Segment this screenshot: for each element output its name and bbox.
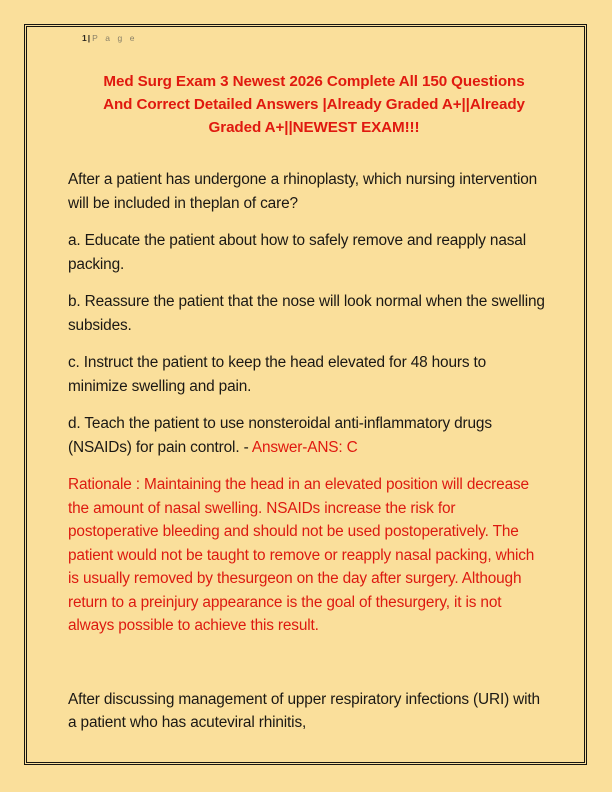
option-d <box>68 412 546 459</box>
paragraph-spacer <box>68 652 546 688</box>
option-a: a. Educate the patient about how to safely remove and reapply nasal packing. <box>68 232 526 273</box>
document-body <box>68 168 546 735</box>
next-question-text: After discussing management of upper respiratory infections (URI) with a patient who has acuteviral rhinitis, <box>68 690 540 731</box>
page-header-separator: | <box>87 33 91 43</box>
question-text: After a patient has undergone a rhinoplasty, which nursing intervention will be included in theplan of care? <box>68 171 538 212</box>
page-header-label: P a g e <box>92 33 138 43</box>
page-header <box>82 32 560 44</box>
answer-badge: Answer-ANS: C <box>251 438 358 456</box>
document-title: Med Surg Exam 3 Newest 2026 Complete All 150 Questions And Correct Detailed Answers |Already Graded A+||Already Graded A+||NEWEST EXAM!!! <box>103 73 525 136</box>
option-d-text: d. Teach the patient to use nonsteroidal anti-inflammatory drugs (NSAIDs) for pain control. - <box>68 415 492 456</box>
rationale-text: Rationale : Maintaining the head in an elevated position will decrease the amount of nasal swelling. NSAIDs increase the risk for postoperative bleeding and should not be used postoperatively. The patient would not be taught to remove or reapply nasal packing, which is usually removed by thesurgeon on the day after surgery. Although return to a preinjury appearance is the goal of thesurgery, it is not always possible to achieve this result. <box>68 476 535 634</box>
option-b: b. Reassure the patient that the nose will look normal when the swelling subsides. <box>68 293 545 334</box>
page-number: 1 <box>82 33 87 43</box>
option-c: c. Instruct the patient to keep the head elevated for 48 hours to minimize swelling and pain. <box>68 354 487 395</box>
